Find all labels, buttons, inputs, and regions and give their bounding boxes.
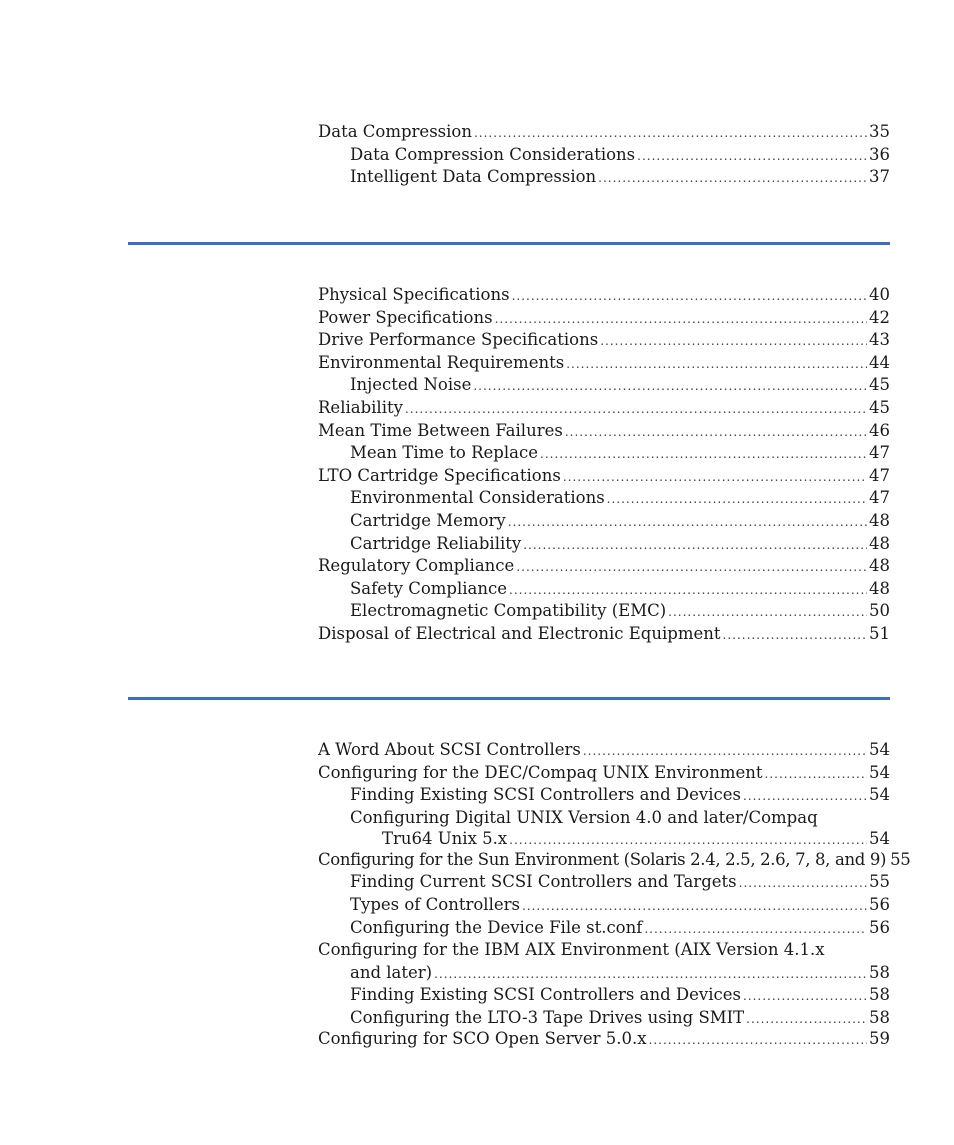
- toc-entry-title: Finding Existing SCSI Controllers and Devices: [350, 985, 741, 1005]
- dot-leader: [743, 785, 867, 808]
- toc-entry-page: 46: [869, 420, 890, 440]
- dot-leader: [495, 308, 867, 331]
- dot-leader: [540, 443, 867, 466]
- toc-entry-page: 48: [869, 556, 890, 576]
- toc-entry-title: Finding Current SCSI Controllers and Targets: [350, 872, 737, 892]
- toc-entry-title: Reliability: [318, 397, 403, 417]
- toc-entry[interactable]: [318, 420, 890, 443]
- toc-entry-title: Data Compression: [318, 122, 472, 141]
- toc-entry[interactable]: [318, 939, 890, 962]
- toc-entry-title: Cartridge Reliability: [350, 533, 522, 553]
- toc-entry[interactable]: [318, 962, 890, 985]
- toc-section-3: [318, 739, 911, 1051]
- toc-entry-title: Configuring for the DEC/Compaq UNIX Environment: [318, 762, 763, 782]
- dot-leader: [583, 740, 867, 763]
- toc-entry[interactable]: [318, 917, 890, 940]
- toc-entry-page: 54: [869, 740, 890, 759]
- toc-entry-page: 48: [869, 510, 890, 530]
- toc-entry-title: Mean Time to Replace: [350, 443, 538, 463]
- toc-entry-page: 56: [869, 894, 890, 914]
- toc-entry[interactable]: [318, 121, 890, 144]
- dot-leader: [746, 1009, 867, 1030]
- toc-entry-title: A Word About SCSI Controllers: [318, 740, 581, 759]
- dot-leader: [474, 122, 867, 145]
- toc-entry-page: 43: [869, 330, 890, 350]
- dot-leader: [509, 830, 867, 851]
- toc-entry-title: LTO Cartridge Specifications: [318, 465, 561, 485]
- dot-leader: [565, 421, 867, 444]
- toc-entry-page: 44: [869, 352, 890, 372]
- dot-leader: [668, 601, 867, 624]
- toc-entry[interactable]: [318, 807, 890, 828]
- toc-entry-title: Configuring for SCO Open Server 5.0.x: [318, 1028, 647, 1048]
- toc-entry[interactable]: [318, 828, 890, 849]
- toc-entry-page: 50: [869, 601, 890, 621]
- toc-entry[interactable]: [318, 984, 890, 1007]
- dot-leader: [607, 488, 867, 511]
- dot-leader: [600, 330, 867, 353]
- toc-entry-title: Physical Specifications: [318, 285, 510, 304]
- toc-entry-title: and later): [350, 962, 433, 982]
- dot-leader: [523, 534, 867, 557]
- toc-entry-title: Configuring the LTO-3 Tape Drives using SMIT: [350, 1007, 745, 1027]
- dot-leader: [739, 872, 867, 895]
- toc-entry-page: 35: [869, 122, 890, 141]
- dot-leader: [516, 556, 867, 579]
- toc-entry-page: 54: [869, 762, 890, 782]
- toc-entry-title: Injected Noise: [350, 375, 472, 395]
- dot-leader: [508, 511, 867, 534]
- toc-entry[interactable]: [318, 784, 890, 807]
- dot-leader: [637, 145, 867, 168]
- dot-leader: [434, 963, 867, 986]
- toc-entry-title: Mean Time Between Failures: [318, 420, 563, 440]
- toc-entry-title: Configuring for the IBM AIX Environment (AIX Version 4.1.x: [318, 940, 825, 960]
- dot-leader: [509, 579, 867, 602]
- toc-entry-title: Types of Controllers: [350, 894, 520, 914]
- toc-entry-page: 51: [869, 623, 890, 643]
- toc-entry-page: 36: [869, 144, 890, 164]
- toc-entry[interactable]: [318, 578, 890, 601]
- toc-section-2: [318, 284, 890, 646]
- toc-entry-title: Intelligent Data Compression: [350, 167, 597, 187]
- toc-entry-page: 48: [869, 578, 890, 598]
- toc-entry[interactable]: [318, 623, 890, 646]
- toc-entry[interactable]: [318, 510, 890, 533]
- toc-entry[interactable]: [318, 871, 890, 894]
- toc-entry-page: 56: [869, 917, 890, 937]
- toc-entry-page: 37: [869, 167, 890, 187]
- toc-entry-page: 58: [869, 1007, 890, 1027]
- dot-leader: [512, 285, 867, 308]
- dot-leader: [473, 375, 867, 398]
- toc-entry-title: Drive Performance Specifications: [318, 330, 599, 350]
- toc-entry-title: Environmental Considerations: [350, 488, 605, 508]
- toc-entry-title: Regulatory Compliance: [318, 556, 515, 576]
- dot-leader: [765, 763, 867, 786]
- toc-entry[interactable]: [318, 1007, 890, 1028]
- toc-entry[interactable]: [318, 284, 890, 307]
- toc-entry[interactable]: [318, 329, 890, 352]
- dot-leader: [522, 895, 867, 918]
- toc-entry[interactable]: [318, 555, 890, 578]
- toc-entry-page: 55: [890, 849, 911, 869]
- toc-entry-page: 58: [869, 985, 890, 1005]
- toc-entry-page: 40: [869, 285, 890, 304]
- toc-entry-page: 45: [869, 375, 890, 395]
- toc-entry-page: 45: [869, 397, 890, 417]
- toc-entry-title: Cartridge Memory: [350, 510, 506, 530]
- toc-entry-title: Configuring for the Sun Environment (Solaris 2.4, 2.5, 2.6, 7, 8, and 9): [318, 849, 887, 869]
- toc-entry-title: Configuring Digital UNIX Version 4.0 and later/Compaq: [350, 807, 818, 827]
- toc-entry-title: Power Specifications: [318, 307, 493, 327]
- dot-leader: [566, 353, 867, 376]
- toc-entry[interactable]: [318, 487, 890, 510]
- toc-entry-title: Finding Existing SCSI Controllers and Devices: [350, 785, 741, 805]
- toc-entry-title: Environmental Requirements: [318, 352, 565, 372]
- toc-entry[interactable]: [318, 166, 890, 189]
- toc-entry-page: 54: [869, 785, 890, 805]
- toc-entry[interactable]: [318, 894, 890, 917]
- dot-leader: [405, 398, 867, 421]
- toc-entry-page: 59: [869, 1028, 890, 1048]
- toc-entry[interactable]: [318, 762, 890, 785]
- dot-leader: [649, 1029, 867, 1052]
- toc-entry[interactable]: [318, 849, 911, 872]
- toc-section-1: [318, 121, 890, 189]
- dot-leader: [743, 985, 867, 1008]
- toc-entry-page: 42: [869, 307, 890, 327]
- toc-entry-page: 58: [869, 962, 890, 982]
- toc-entry-title: Electromagnetic Compatibility (EMC): [350, 601, 667, 621]
- toc-entry[interactable]: [318, 144, 890, 167]
- dot-leader: [644, 918, 867, 941]
- toc-entry[interactable]: [318, 352, 890, 375]
- section-divider: [128, 242, 890, 245]
- toc-entry-title: Disposal of Electrical and Electronic Equipment: [318, 623, 721, 643]
- toc-entry-page: 47: [869, 488, 890, 508]
- toc-entry[interactable]: [318, 442, 890, 465]
- toc-entry-title: Safety Compliance: [350, 578, 507, 598]
- toc-entry[interactable]: [318, 533, 890, 556]
- toc-entry-page: 54: [869, 828, 890, 848]
- dot-leader: [723, 624, 868, 647]
- toc-entry-page: 47: [869, 443, 890, 463]
- toc-entry-page: 48: [869, 533, 890, 553]
- toc-entry[interactable]: [318, 600, 890, 623]
- toc-entry-title: Configuring the Device File st.conf: [350, 917, 643, 937]
- dot-leader: [598, 167, 867, 190]
- toc-entry[interactable]: [318, 307, 890, 330]
- toc-entry[interactable]: [318, 1028, 890, 1051]
- toc-entry-page: 47: [869, 465, 890, 485]
- dot-leader: [563, 466, 867, 489]
- toc-entry-title: Tru64 Unix 5.x: [382, 828, 508, 848]
- toc-entry[interactable]: [318, 739, 890, 762]
- section-divider: [128, 697, 890, 700]
- toc-entry[interactable]: [318, 465, 890, 488]
- toc-entry[interactable]: [318, 397, 890, 420]
- toc-entry[interactable]: [318, 374, 890, 397]
- toc-entry-title: Data Compression Considerations: [350, 144, 636, 164]
- toc-entry-page: 55: [869, 872, 890, 892]
